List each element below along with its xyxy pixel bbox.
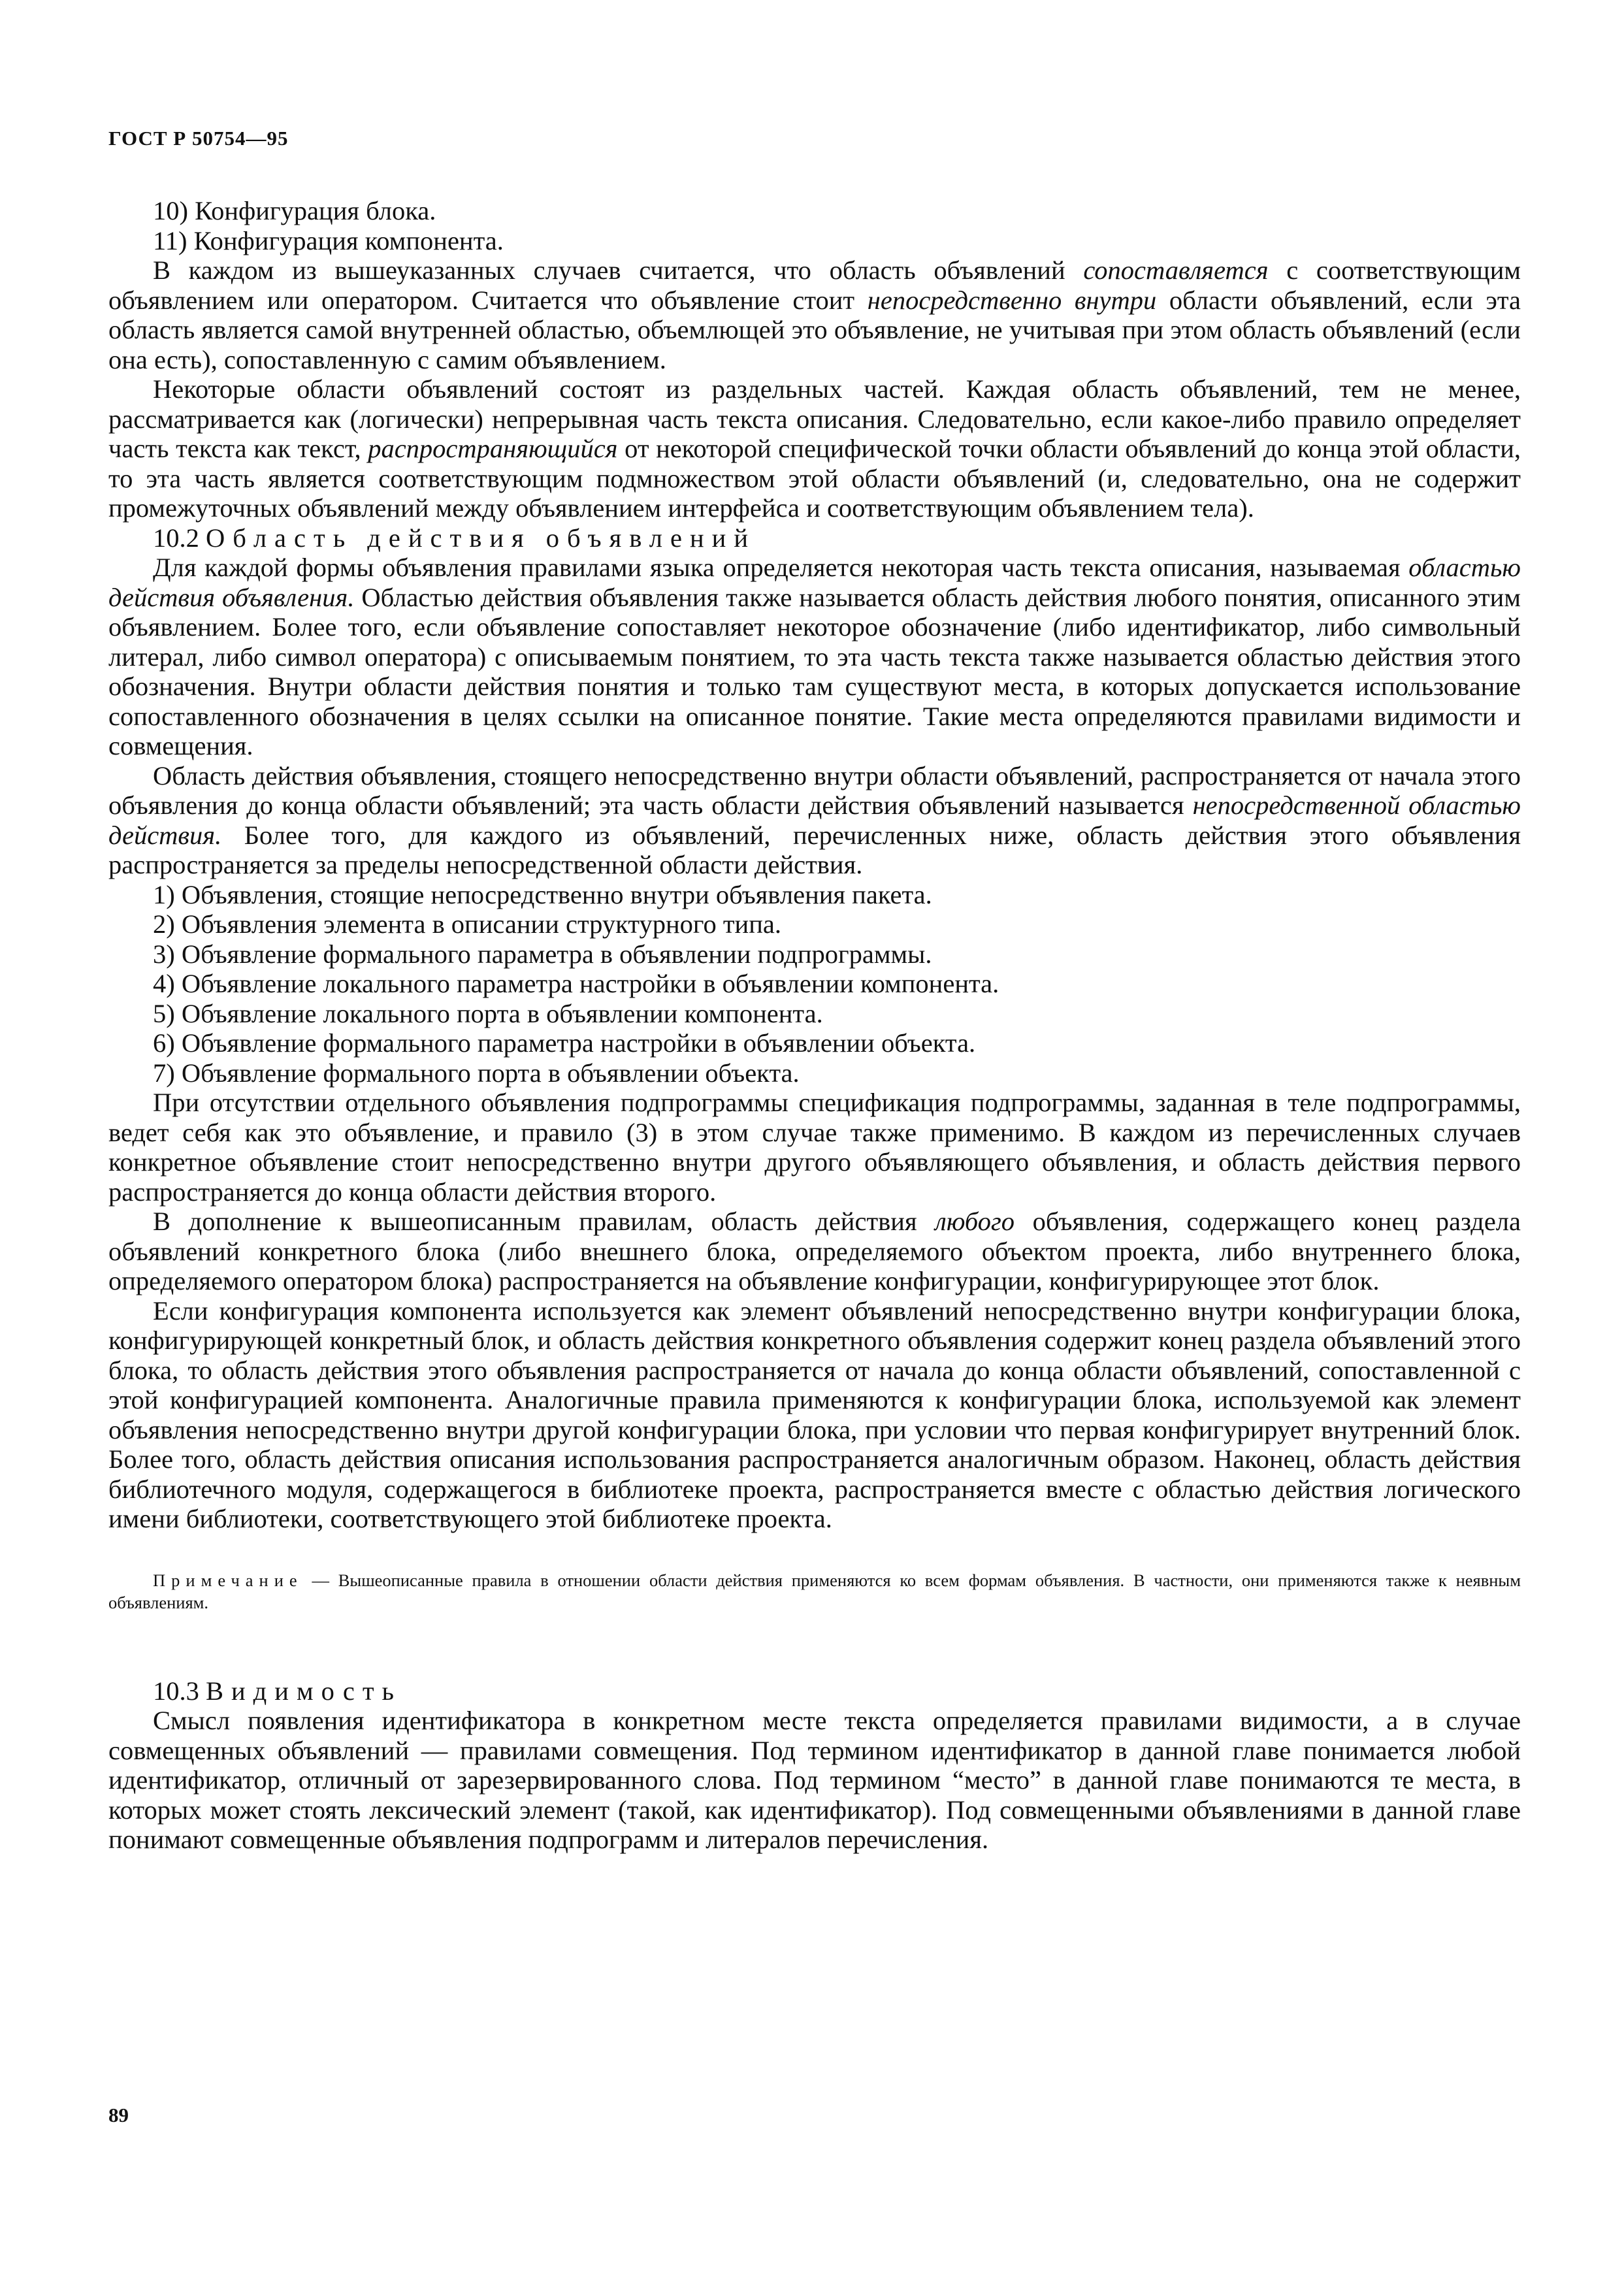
text-run: Некоторые области объявлений состоят из раздельных частей. Каждая область объявлений, тем не менее, рассматривается как (логически) непрерывная часть текста описания. Следовательно, если какое-либо правило определяет часть текста как текст,	[108, 374, 1521, 463]
list-item: 7) Объявление формального порта в объявлении объекта.	[153, 1058, 800, 1088]
text-run: Если конфигурация компонента используется как элемент объявлений непосредственно внутри конфигурации блока, конфигурирующей конкретный блок, и область действия конкретного объявления содержит конец раздела объявлений этого блока, то область действия этого объявления распространяется от начала до конца области объявлений, сопоставленной с этой конфигурацией компонента. Аналогичные правила применяются к конфигурации блока, используемой как элемент объявления непосредственно внутри другой конфигурации блока, при условии что первая конфигурирует внутренний блок. Более того, область действия описания использования распространяется аналогичным образом. Наконец, область действия библиотечного модуля, содержащегося в библиотеке проекта, распространяется вместе с областью действия логического имени библиотеки, соответствующего этой библиотеке проекта.	[108, 1295, 1521, 1533]
text-run: Областью действия объявления также называется область действия любого понятия, описанного этим объявлением. Более того, если объявление сопоставляет некоторое обозначение (либо идентификатор, либо символьный литерал, либо символ оператора) с описываемым понятием, то эта часть текста также называется областью действия этого обозначения. Внутри области действия понятия и только там существуют места, в которых допускается использование сопоставленного обозначения в целях ссылки на описанное понятие. Такие места определяются правилами видимости и совмещения.	[108, 582, 1521, 760]
paragraph	[108, 1207, 1521, 1296]
paragraph	[108, 1088, 1521, 1207]
note	[108, 1569, 1521, 1614]
list-item: 6) Объявление формального параметра настройки в объявлении объекта.	[153, 1028, 976, 1058]
page-number: 89	[108, 2104, 129, 2126]
page-body	[108, 196, 1521, 1855]
italic-term: любого	[935, 1207, 1015, 1236]
text-run: от некоторой специфической точки области объявлений до конца этой области, то эта часть является соответствующим подмножеством этой области объявлений (и, следовательно, она не содержит промежуточных объявлений между объявлением интерфейса и соответствующим объявлением тела).	[108, 434, 1521, 523]
text-run: с соответствующим объявлением или оператором. Считается что объявление стоит	[108, 255, 1521, 315]
paragraph	[108, 374, 1521, 523]
section-title: Видимость	[206, 1676, 402, 1706]
list-item: 3) Объявление формального параметра в объявлении подпрограммы.	[153, 939, 932, 969]
list-item: 11) Конфигурация компонента.	[153, 225, 504, 255]
paragraph	[108, 1706, 1521, 1855]
text-run: Смысл появления идентификатора в конкретном месте текста определяется правилами видимости, а в случае совмещенных объявлений — правилами совмещения. Под термином идентификатор в данной главе понимается любой идентификатор, отличный от зарезервированного слова. Под термином “место” в данной главе понимаются те места, в которых может стоять лексический элемент (такой, как идентификатор). Под совмещенными объявлениями в данной главе понимают совмещенные объявления подпрограмм и литералов перечисления.	[108, 1706, 1521, 1854]
section-number: 10.3	[153, 1676, 199, 1706]
section-number: 10.2	[153, 523, 199, 553]
italic-term: сопоставляется	[1083, 255, 1269, 285]
italic-term: непосредственно внутри	[867, 285, 1157, 315]
italic-term: непосредственной областью действия.	[108, 790, 1521, 850]
text-run: Более того, для каждого из объявлений, перечисленных ниже, область действия этого объявления распространяется за пределы непосредственной области действия.	[108, 820, 1521, 879]
paragraph	[108, 1296, 1521, 1534]
paragraph	[108, 553, 1521, 761]
section-heading	[108, 523, 1521, 553]
text-run: В каждом из вышеуказанных случаев считается, что область объявлений	[153, 255, 1084, 285]
list-item: 10) Конфигурация блока.	[153, 196, 436, 225]
note-text: — Вышеописанные правила в отношении области действия применяются ко всем формам объявления. В частности, они применяются также к неявным объявлениям.	[108, 1570, 1521, 1612]
text-run: Для каждой формы объявления правилами языка определяется некоторая часть текста описания, называемая	[153, 553, 1409, 582]
section-title: Область действия объявлений	[206, 523, 756, 553]
text-run: При отсутствии отдельного объявления подпрограммы спецификация подпрограммы, заданная в теле подпрограммы, ведет себя как это объявление, и правило (3) в этом случае также применимо. В каждом из перечисленных случаев конкретное объявление стоит непосредственно внутри другого объявляющего объявления, и область действия первого распространяется до конца области действия второго.	[108, 1088, 1521, 1207]
paragraph	[108, 255, 1521, 374]
list-item: 1) Объявления, стоящие непосредственно внутри объявления пакета.	[153, 879, 932, 909]
page-header: ГОСТ Р 50754—95	[108, 127, 289, 150]
text-run: области объявлений, если эта область является самой внутренней областью, объемлющей это объявление, не учитывая при этом область объявлений (если она есть), сопоставленную с самим объявлением.	[108, 285, 1521, 374]
list-item: 4) Объявление локального параметра настройки в объявлении компонента.	[153, 969, 999, 998]
text-run: Область действия объявления, стоящего непосредственно внутри области объявлений, распространяется от начала этого объявления до конца области объявлений; эта часть области действия объявлений называется	[108, 760, 1521, 820]
text-run: В дополнение к вышеописанным правилам, область действия	[153, 1207, 935, 1236]
italic-term: областью действия объявления.	[108, 553, 1521, 612]
text-run: объявления, содержащего конец раздела объявлений конкретного блока (либо внешнего блока, определяемого объектом проекта, либо внутреннего блока, определяемого оператором блока) распространяется на объявление конфигурации, конфигурирующее этот блок.	[108, 1207, 1521, 1295]
section-heading	[108, 1676, 1521, 1706]
paragraph	[108, 761, 1521, 880]
list-item: 2) Объявления элемента в описании структурного типа.	[153, 909, 781, 939]
note-label: Примечание	[153, 1570, 303, 1590]
list-item: 5) Объявление локального порта в объявлении компонента.	[153, 998, 823, 1028]
italic-term: распространяющийся	[368, 434, 618, 463]
